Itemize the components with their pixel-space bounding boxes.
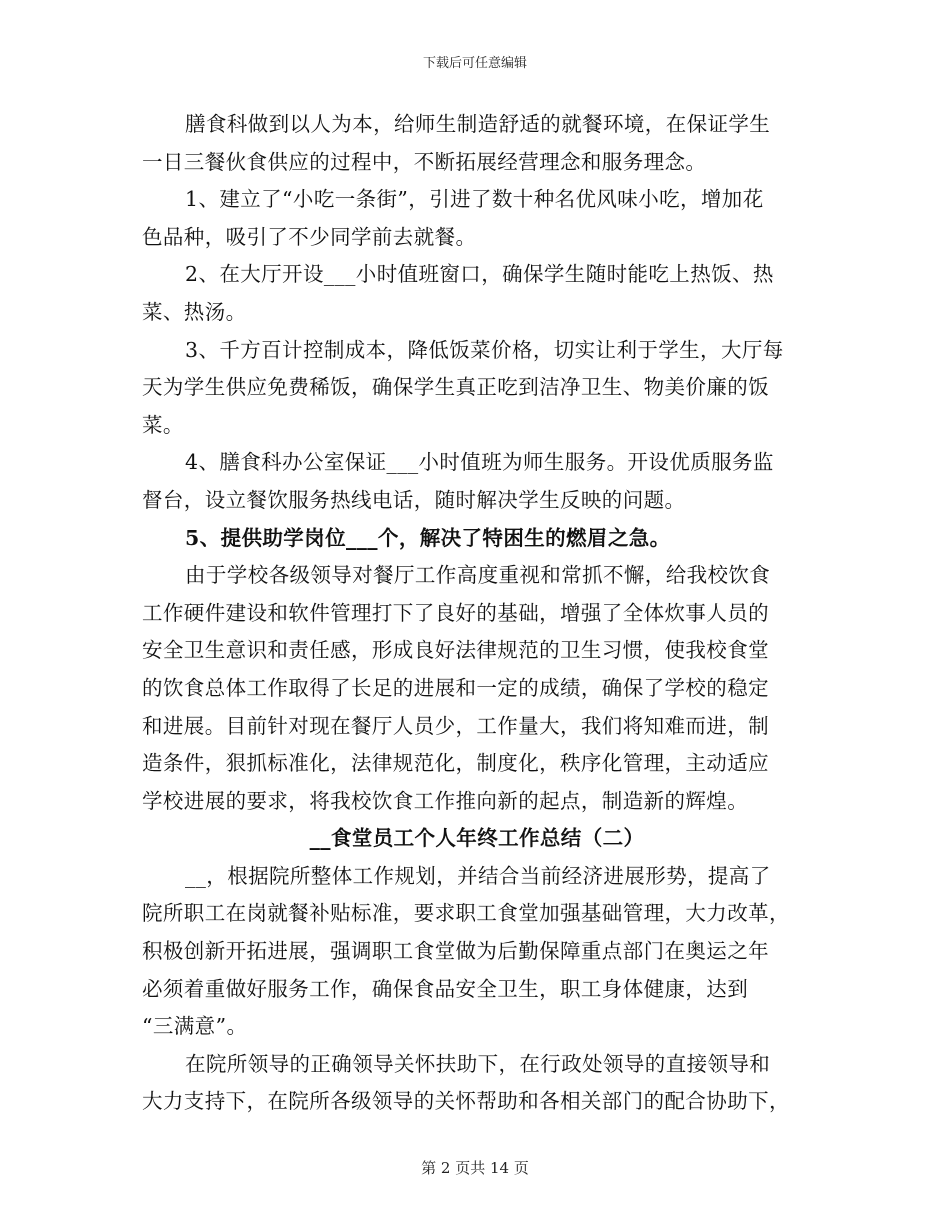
- text-line: 必须着重做好服务工作，确保食品安全卫生，职工身体健康，达到: [142, 976, 749, 1001]
- text-line: 大力支持下，在院所各级领导的关怀帮助和各相关部门的配合协助下，: [142, 1089, 790, 1114]
- text-line: 工作硬件建设和软件管理打下了良好的基础，增强了全体炊事人员的: [142, 600, 769, 625]
- text-line: 积极创新开拓进展，强调职工食堂做为后勤保障重点部门在奥运之年: [142, 939, 769, 964]
- text-line: 学校进展的要求，将我校饮食工作推向新的起点，制造新的辉煌。: [142, 788, 749, 813]
- text-line: 4、膳食科办公室保证___小时值班为师生服务。开设优质服务监: [185, 450, 774, 475]
- text-line: 造条件，狠抓标准化，法律规范化，制度化，秩序化管理，主动适应: [142, 751, 769, 776]
- text-line: 1、建立了“小吃一条街”，引进了数十种名优风味小吃，增加花: [185, 187, 764, 212]
- text-line: 2、在大厅开设___小时值班窗口，确保学生随时能吃上热饭、热: [185, 262, 774, 287]
- text-line: 督台，设立餐饮服务热线电话，随时解决学生反映的问题。: [142, 487, 686, 512]
- text-line: 在院所领导的正确领导关怀扶助下，在行政处领导的直接领导和: [185, 1051, 771, 1076]
- text-line: __，根据院所整体工作规划，并结合当前经济进展形势，提高了: [185, 863, 771, 888]
- page-header: 下载后可任意编辑: [422, 56, 527, 71]
- text-line: 院所职工在岗就餐补贴标准，要求职工食堂加强基础管理，大力改革，: [142, 901, 790, 926]
- section-title: __食堂员工个人年终工作总结（二）: [309, 826, 645, 851]
- document-body: [142, 106, 812, 1121]
- text-line: 菜、热汤。: [142, 299, 247, 324]
- text-line: 5、提供助学岗位___个，解决了特困生的燃眉之急。: [185, 525, 671, 550]
- text-line: 由于学校各级领导对餐厅工作高度重视和常抓不懈，给我校饮食: [185, 563, 771, 588]
- text-line: 一日三餐伙食供应的过程中，不断拓展经营理念和服务理念。: [142, 149, 707, 174]
- text-line: “三满意”。: [142, 1014, 248, 1039]
- page-footer: 第 2 页共 14 页: [421, 1159, 529, 1177]
- text-line: 安全卫生意识和责任感，形成良好法律规范的卫生习惯，使我校食堂: [142, 638, 769, 663]
- text-line: 色品种，吸引了不少同学前去就餐。: [142, 224, 477, 249]
- text-line: 的饮食总体工作取得了长足的进展和一定的成绩，确保了学校的稳定: [142, 675, 769, 700]
- text-line: 菜。: [142, 412, 184, 437]
- text-line: 天为学生供应免费稀饭，确保学生真正吃到洁净卫生、物美价廉的饭: [142, 375, 769, 400]
- text-line: 膳食科做到以人为本，给师生制造舒适的就餐环境，在保证学生: [185, 112, 771, 136]
- text-line: 3、千方百计控制成本，降低饭菜价格，切实让利于学生，大厅每: [185, 337, 784, 362]
- text-line: 和进展。目前针对现在餐厅人员少，工作量大，我们将知难而进，制: [142, 713, 769, 738]
